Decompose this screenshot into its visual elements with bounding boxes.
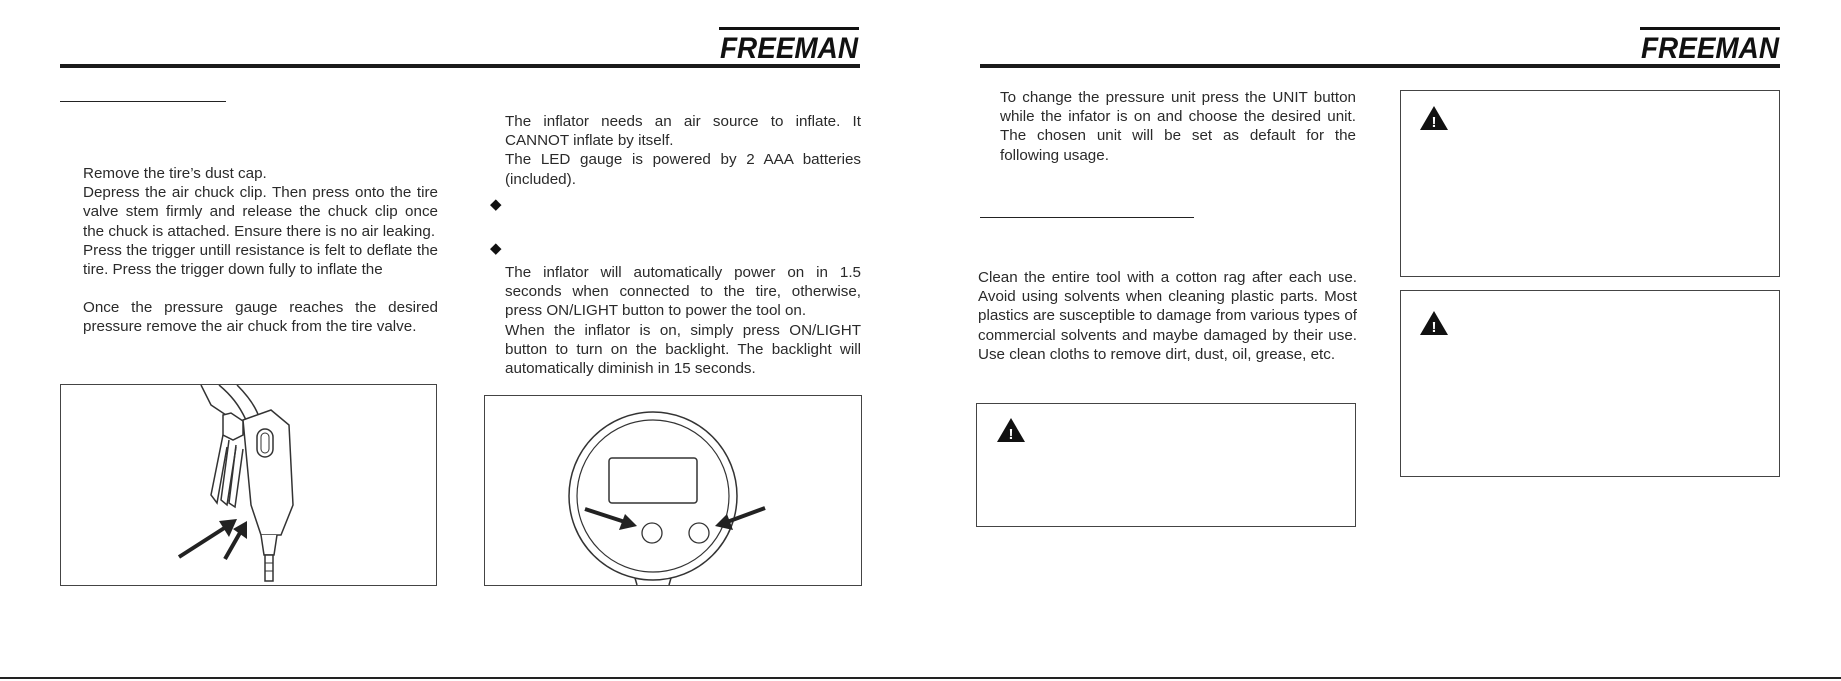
step-1-text: Remove the tire’s dust cap.	[83, 165, 267, 182]
step-4-text: Once the pressure gauge reaches the desired pressure remove the air chuck from the tire valve.	[83, 299, 438, 336]
header-rule-right	[980, 64, 1780, 68]
warning-box-2	[1400, 90, 1780, 277]
freeman-logo-left	[719, 27, 859, 61]
power-instructions	[505, 263, 861, 378]
bullet-diamond-2: ◆	[490, 240, 502, 257]
auto-power-text: The inflator will automatically power on in 1.5 seconds when connected to the tire, otherwise, press ON/LIGHT button to power the tool on.	[505, 264, 861, 320]
page-bottom-rule	[0, 677, 1841, 679]
svg-text:!: !	[1431, 319, 1437, 336]
bullet-diamond-1: ◆	[490, 196, 502, 213]
warning-triangle-icon	[996, 417, 1026, 443]
air-source-text: The inflator needs an air source to inflate. It CANNOT inflate by itself.	[505, 113, 861, 150]
cleaning-text: Clean the entire tool with a cotton rag after each use. Avoid using solvents when cleaning plastic parts. Most plastics are susceptible to damage from various types of commercial solvents and maybe damaged by their use. Use clean cloths to remove dirt, dust, oil, grease, etc.	[978, 269, 1357, 363]
freeman-logo-right	[1640, 27, 1780, 61]
warning-box-3	[1400, 290, 1780, 477]
air-source-intro	[505, 112, 861, 189]
warning-triangle-icon	[1419, 105, 1449, 131]
pressure-unit-text: To change the pressure unit press the UNIT button while the infator is on and choose the desired unit. The chosen unit will be set as default for the following usage.	[1000, 89, 1356, 164]
usage-steps	[83, 164, 438, 337]
section-heading-underline	[60, 101, 226, 102]
battery-text: The LED gauge is powered by 2 AAA batteries (included).	[505, 151, 861, 188]
svg-text:FREEMAN: FREEMAN	[720, 32, 859, 61]
inflator-handle-figure	[60, 384, 437, 586]
svg-text:FREEMAN: FREEMAN	[1641, 32, 1780, 61]
step-3-text: Press the trigger untill resistance is felt to deflate the tire. Press the trigger down fully to inflate the	[83, 241, 438, 279]
gauge-illustration	[485, 396, 861, 585]
warning-triangle-icon	[1419, 310, 1449, 336]
gauge-figure	[484, 395, 862, 586]
backlight-text: When the inflator is on, simply press ON/LIGHT button to turn on the backlight. The backlight will automatically diminish in 15 seconds.	[505, 321, 861, 378]
step-2-text: Depress the air chuck clip. Then press onto the tire valve stem firmly and release the chuck clip once the chuck is attached. Ensure there is no air leaking.	[83, 184, 438, 240]
header-rule-left	[60, 64, 860, 68]
inflator-handle-illustration	[61, 385, 436, 585]
warning-box-1	[976, 403, 1356, 527]
svg-text:!: !	[1431, 114, 1437, 131]
svg-text:!: !	[1008, 426, 1014, 443]
maintenance-heading-underline	[980, 217, 1194, 218]
